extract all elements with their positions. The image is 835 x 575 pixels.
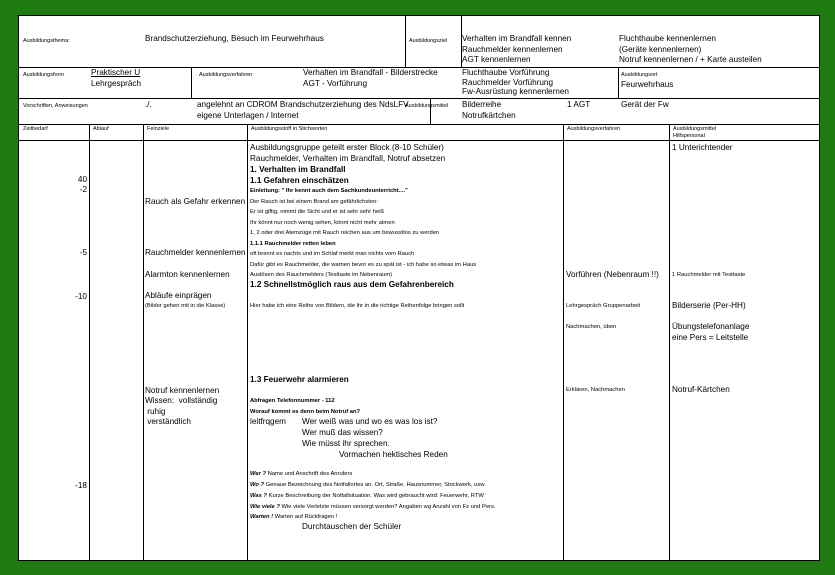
w-question — [250, 512, 337, 523]
th-mittel: Ausbildungsmittel — [673, 126, 717, 132]
mittel-ausbilder: 1 Unterichtender — [672, 143, 733, 152]
w-label: Was ? — [250, 493, 267, 499]
stoff-heading: 1.1 Gefahren einschätzen — [250, 176, 349, 185]
col-divider-r1 — [405, 16, 406, 67]
rule-header-2 — [19, 98, 819, 99]
verf-nachmachen: Nachmachen, üben — [566, 324, 617, 330]
verf-lehrgespraech: Lehrgespräch Gruppenarbeit — [566, 303, 641, 309]
goal-notruf-4: verständlich — [145, 417, 191, 426]
goal-item: (Geräte kennenlernen) — [619, 44, 702, 54]
value-geraet: Gerät der Fw — [621, 100, 669, 109]
goal-notruf-1: Notruf kennenlernen — [145, 386, 220, 395]
stoff-line: Worauf kommt es denn beim Notruf an? — [250, 409, 361, 415]
value-ort: Feurwehrhaus — [621, 80, 674, 89]
goal-notruf-3: ruhig — [145, 407, 166, 416]
stoff-question: Wer muß das wissen? — [302, 428, 383, 437]
goal-item: AGT kennenlernen — [462, 55, 531, 64]
th-verfahren: Ausbildungsverfahren — [567, 126, 621, 132]
mittel-rauchmelder: 1 Rauchmelder mit Testtaste — [672, 272, 746, 278]
rule-table-head — [19, 140, 819, 141]
mittel-bilderserie: Bilderserie (Per-HH) — [672, 301, 746, 310]
col-feinziele — [143, 124, 144, 560]
time-40: 40 — [77, 175, 87, 184]
value-verfahren-2: AGT - Vorführung — [303, 79, 368, 88]
goals-col-1 — [462, 34, 571, 66]
label-thema: Ausbildungsthema: — [23, 38, 70, 44]
stoff-line: oft brennt es nachts und im Schlaf merkt man nichts vom Rauch — [250, 251, 415, 257]
stoff-line: Hier habe ich eine Reihe von Bildern, die ihr in die richtige Reihenfolge bringen sollt — [250, 303, 465, 309]
stoff-heading: 1.1.1 Rauchmelder retten leben — [250, 241, 336, 247]
th-zeitbedarf: Zeitbedarf — [23, 126, 48, 132]
value-verfahren-1: Verhalten im Brandfall - Bilderstrecke — [303, 68, 438, 77]
stoff-line: leitfrqgem — [250, 417, 286, 426]
stoff-question: Wie müsst ihr sprechen. — [302, 439, 390, 448]
value-agt: 1 AGT — [567, 100, 591, 109]
time-minus2: -2 — [79, 185, 87, 194]
verfahren-item: Fluchthaube Vorführung — [462, 68, 550, 77]
col-verfahren — [563, 124, 564, 560]
stoff-line: Er ist giftig, nimmt die Sicht und er ist sehr sehr heiß — [250, 209, 385, 215]
verf-erklaeren: Erklären, Nachmachen — [566, 387, 625, 393]
stoff-heading: 1.3 Feuerwehr alarmieren — [250, 375, 349, 384]
stoff-line: Durchtauschen der Schüler — [302, 522, 402, 531]
goal-notruf-2: Wissen: vollständig — [145, 396, 218, 405]
time-minus18: -18 — [75, 481, 87, 490]
time-minus5: -5 — [79, 248, 87, 257]
w-answer: Wie viele Verletzte müssen versorgt werden? Angaben wg Anzahl von Fz und Pers. — [279, 504, 496, 510]
time-minus10: -10 — [75, 292, 87, 301]
col-divider-r2b — [618, 67, 619, 98]
stoff-line: Ihr könnt nur noch wenig sehen, könnt nicht mehr atmen — [250, 220, 395, 226]
goal-item: Notruf kennenlernen / + Karte austeilen — [619, 55, 762, 64]
stoff-line: 1, 2 oder drei Atemzüge mit Rauch reichen aus um bewusstlos zu werden — [250, 230, 440, 236]
th-stoff: Ausbildungsstoff in Stichworten — [251, 126, 328, 132]
w-label: Wie viele ? — [250, 504, 280, 510]
th-feinziele: Feinziele — [147, 126, 170, 132]
stoff-line: Vormachen hektisches Reden — [339, 450, 448, 459]
stoff-heading: 1. Verhalten im Brandfall — [250, 165, 346, 174]
verfahren-item: Fw-Ausrüstung kennenlernen — [462, 87, 569, 96]
w-question — [250, 502, 496, 513]
goal-item: Verhalten im Brandfall kennen — [462, 34, 572, 43]
w-answer: Kurze Beschreibung der Notfallsituation. Was wird gebraucht wird: Feuerwehr, RTW — [266, 493, 484, 499]
col-mittel — [669, 124, 670, 560]
value-thema: Brandschutzerziehung, Besuch im Feurwehrhaus — [145, 34, 324, 43]
stoff-line: Ausbildungsgruppe geteilt erster Block (8-10 Schüler) — [250, 143, 444, 152]
goal-rauch: Rauch als Gefahr erkennen — [145, 197, 246, 206]
w-question — [250, 491, 484, 502]
w-question — [250, 480, 486, 491]
lesson-plan-sheet — [18, 15, 820, 561]
stoff-question: Wer weiß was und wo es was los ist? — [302, 417, 438, 426]
mittel-uebung-2: eine Pers = Leitstelle — [672, 333, 749, 342]
goal-ablaeufe: Abläufe einprägen — [145, 291, 212, 300]
stoff-line: Einleitung: " Ihr kennt auch dem Sachkundeunterricht...." — [250, 188, 408, 194]
w-answer: Name und Anschrift des Anrufers — [266, 471, 353, 477]
stoff-line: Auslösen des Rauchmelders (Testtaste im Nebenraum) — [250, 272, 393, 278]
goal-ablaeufe-note: (Bilder gehen mit in die Klasse) — [145, 303, 226, 309]
value-form-2: Lehrgespräch — [91, 79, 142, 88]
value-unterlagen-2: eigene Unterlagen / Internet — [197, 111, 299, 120]
goal-alarmton: Alarmton kennenlernen — [145, 270, 230, 279]
verf-vorfuehren: Vorführen (Nebenraum !!) — [566, 270, 659, 279]
col-divider-r2 — [191, 67, 192, 98]
stoff-line: Abfragen Telefonnummer - 112 — [250, 398, 335, 404]
goals-col-2 — [619, 34, 762, 66]
value-unterlagen-1: angelehnt an CDROM Brandschutzerziehung des NdsLFV — [197, 100, 409, 109]
col-divider-r3 — [430, 98, 431, 124]
w-answer: Warten auf Rückfragen ! — [273, 514, 338, 520]
w-label: Wer ? — [250, 471, 266, 477]
label-mittel: Ausbildungsmittel — [405, 103, 449, 109]
w-label: Wo ? — [250, 482, 265, 488]
value-mittel-2: Notrufkärtchen — [462, 111, 516, 120]
col-stoff — [247, 124, 248, 560]
w-label: Warten ! — [250, 514, 274, 520]
stoff-heading: 1.2 Schnellstmöglich raus aus dem Gefahrenbereich — [250, 280, 454, 289]
goal-item: Rauchmelder kennenlernen — [462, 44, 563, 54]
label-ziel: Ausbildungsziel — [409, 38, 448, 44]
stoff-line: Der Rauch ist bei einem Brand am gefährlichsten: — [250, 199, 378, 205]
value-form-1: Praktischer U — [91, 68, 141, 77]
goal-item: Fluchthaube kennenlernen — [619, 34, 716, 43]
w-answer: Genaue Bezeichnung des Notfallortes an. Ort, Straße, Hausnummer, Stockwerk, usw. — [264, 482, 486, 488]
stoff-line: Rauchmelder, Verhalten im Brandfall, Notruf absetzen — [250, 154, 446, 163]
label-verfahren: Ausbildungsverfahren — [199, 72, 253, 78]
mittel-kaertchen: Notruf-Kärtchen — [672, 385, 730, 394]
th-ablauf: Ablauf — [93, 126, 109, 132]
label-form: Ausbildungsform — [23, 72, 64, 78]
label-vorschriften: Vorschriften, Anweisungen — [23, 103, 88, 109]
mittel-uebung-1: Übungstelefonanlage — [672, 322, 750, 331]
value-vorschriften: ./. — [145, 100, 152, 109]
verfahren-list — [462, 68, 569, 97]
value-mittel-1: Bilderreihe — [462, 100, 502, 109]
goal-rauchmelder: Rauchmelder kennenlernen — [145, 248, 246, 257]
th-hilfspersonal: Hilfspersonal — [673, 133, 705, 139]
label-ort: Ausbildungsort — [621, 72, 658, 78]
rule-header-3 — [19, 124, 819, 125]
col-ablauf — [89, 124, 90, 560]
stoff-line: Dafür gibt es Rauchmelder, die warnen bevor es zu spät ist - ich habe so etwas im Haus — [250, 262, 477, 268]
verfahren-item: Rauchmelder Vorführung — [462, 77, 554, 87]
w-question — [250, 469, 352, 480]
